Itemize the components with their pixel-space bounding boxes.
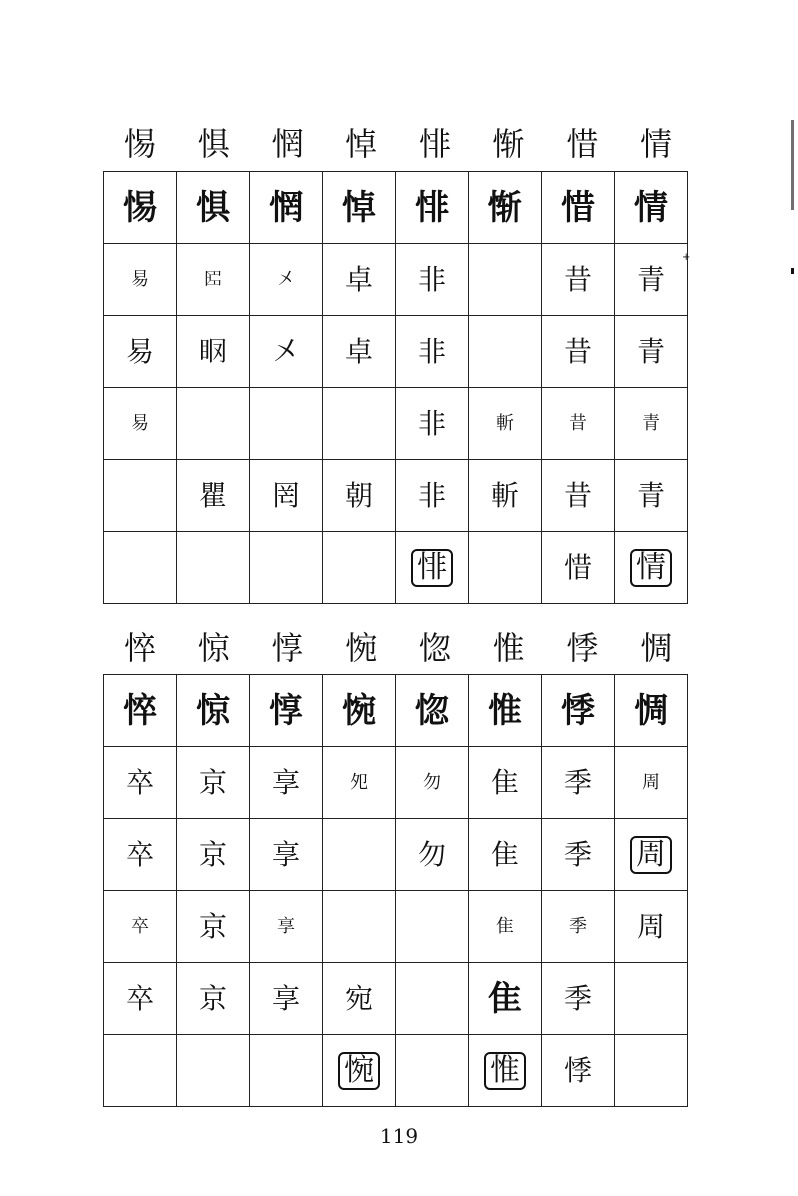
glyph-cell <box>177 388 250 460</box>
bronze-glyph: 隹 <box>490 837 519 871</box>
glyph-cell <box>469 819 542 891</box>
glyph-cell <box>177 532 250 604</box>
glyph-cell <box>323 172 396 244</box>
bronze-glyph: 㐅 <box>271 334 300 368</box>
bamboo-glyph: 京 <box>198 909 227 943</box>
seal-glyph: 惕 <box>123 187 157 228</box>
table-row <box>104 675 688 747</box>
seal-glyph: 惊 <box>196 690 230 731</box>
table-row <box>104 747 688 819</box>
header-char: 悴 <box>123 629 156 667</box>
glyph-cell <box>104 1035 177 1107</box>
glyph-cell <box>104 460 177 532</box>
glyph-cell <box>104 963 177 1035</box>
glyph-cell <box>177 1035 250 1107</box>
glyph-cell <box>396 460 469 532</box>
glyph-cell <box>542 963 615 1035</box>
glyph-cell <box>542 1035 615 1107</box>
clerical-glyph: 享 <box>271 981 300 1015</box>
header-char: 惋 <box>345 629 378 667</box>
page-edge-mark <box>791 120 794 210</box>
table-row <box>104 172 688 244</box>
header-char: 惕 <box>123 125 156 163</box>
seal-glyph: 惘 <box>269 187 303 228</box>
glyph-cell <box>250 460 323 532</box>
glyph-cell <box>469 891 542 963</box>
bamboo-glyph: 非 <box>417 406 446 440</box>
glyph-cell <box>177 675 250 747</box>
bronze-glyph: 𥄞 <box>198 334 227 368</box>
glyph-cell <box>323 1035 396 1107</box>
header-char: 悱 <box>418 125 451 163</box>
oracle-glyph: 𠥓 <box>204 269 222 290</box>
header-char: 惜 <box>566 125 599 163</box>
seal-stamp-glyph: 惋 <box>338 1052 380 1090</box>
glyph-cell <box>104 747 177 819</box>
oracle-glyph: 昔 <box>563 262 592 296</box>
glyph-cell <box>615 891 688 963</box>
glyph-cell <box>396 747 469 819</box>
seal-glyph: 惜 <box>561 187 595 228</box>
bamboo-glyph: 易 <box>131 413 149 434</box>
table-row <box>104 388 688 460</box>
oracle-glyph: 季 <box>563 765 592 799</box>
bronze-glyph: 非 <box>417 334 446 368</box>
glyph-cell <box>542 316 615 388</box>
glyph-cell <box>542 819 615 891</box>
bamboo-glyph: 斬 <box>496 413 514 434</box>
glyph-cell <box>250 316 323 388</box>
glyph-cell <box>250 172 323 244</box>
glyph-cell <box>250 244 323 316</box>
seal-glyph: 惚 <box>415 690 449 731</box>
glyph-cell <box>104 532 177 604</box>
bronze-glyph: 卒 <box>125 837 154 871</box>
oracle-glyph: 京 <box>198 765 227 799</box>
glyph-cell <box>250 963 323 1035</box>
bamboo-glyph: 周 <box>636 909 665 943</box>
glyph-cell <box>615 460 688 532</box>
glyph-cell <box>542 388 615 460</box>
header-char: 悸 <box>566 629 599 667</box>
oracle-glyph: 青 <box>636 262 665 296</box>
oracle-glyph: 周 <box>642 772 660 793</box>
glyph-cell <box>615 819 688 891</box>
glyph-cell <box>104 891 177 963</box>
oracle-glyph: 享 <box>271 765 300 799</box>
glyph-cell <box>323 460 396 532</box>
oracle-glyph: 㐅 <box>277 269 295 290</box>
header-char: 惭 <box>492 125 525 163</box>
bronze-glyph: 享 <box>271 837 300 871</box>
seal-glyph: 惧 <box>196 187 230 228</box>
glyph-cell <box>542 891 615 963</box>
bronze-glyph: 易 <box>125 334 154 368</box>
seal-glyph: 情 <box>634 187 668 228</box>
oracle-glyph: 夗 <box>350 772 368 793</box>
section1-glyph-table <box>103 171 691 604</box>
oracle-glyph: 非 <box>417 262 446 296</box>
glyph-cell <box>615 172 688 244</box>
header-char: 惇 <box>271 629 304 667</box>
glyph-cell <box>396 316 469 388</box>
seal-glyph: 惆 <box>634 690 668 731</box>
glyph-cell <box>469 963 542 1035</box>
glyph-cell <box>542 532 615 604</box>
seal-glyph: 悴 <box>123 690 157 731</box>
clerical-glyph: 宛 <box>344 981 373 1015</box>
glyph-cell <box>104 675 177 747</box>
glyph-cell <box>469 316 542 388</box>
glyph-cell <box>323 747 396 819</box>
glyph-cell <box>469 460 542 532</box>
clerical-glyph: 斬 <box>490 478 519 512</box>
glyph-cell <box>396 388 469 460</box>
header-char: 惟 <box>492 629 525 667</box>
glyph-cell <box>615 388 688 460</box>
header-char: 惆 <box>640 629 673 667</box>
glyph-cell <box>250 532 323 604</box>
glyph-cell <box>177 460 250 532</box>
oracle-glyph: 勿 <box>423 772 441 793</box>
glyph-cell <box>250 819 323 891</box>
glyph-cell <box>250 747 323 819</box>
bronze-glyph: 勿 <box>417 837 446 871</box>
clerical-glyph: 瞿 <box>198 478 227 512</box>
seal-glyph: 悼 <box>342 187 376 228</box>
glyph-cell <box>323 388 396 460</box>
table-row <box>104 963 688 1035</box>
table-row <box>104 244 688 316</box>
glyph-cell <box>469 675 542 747</box>
glyph-cell <box>615 1035 688 1107</box>
glyph-cell <box>469 532 542 604</box>
glyph-cell <box>542 244 615 316</box>
clerical-glyph: 隹 <box>488 978 522 1019</box>
header-char: 惚 <box>418 629 451 667</box>
glyph-cell <box>177 244 250 316</box>
glyph-cell <box>177 963 250 1035</box>
bamboo-glyph: 卒 <box>131 916 149 937</box>
glyph-cell <box>104 244 177 316</box>
glyph-cell <box>615 963 688 1035</box>
seal-glyph: 惟 <box>488 690 522 731</box>
table-row <box>104 1035 688 1107</box>
glyph-cell <box>615 316 688 388</box>
header-char: 情 <box>640 125 673 163</box>
glyph-cell <box>469 172 542 244</box>
section2-header <box>103 628 693 668</box>
header-char: 惧 <box>197 125 230 163</box>
glyph-cell <box>396 819 469 891</box>
page-number: 119 <box>379 1124 419 1148</box>
bamboo-glyph: 青 <box>642 413 660 434</box>
glyph-cell <box>396 532 469 604</box>
glyph-cell <box>396 675 469 747</box>
glyph-cell <box>615 244 691 316</box>
seal-stamp-glyph: 情 <box>630 549 672 587</box>
section2-glyph-table <box>103 674 688 1107</box>
glyph-cell <box>396 172 469 244</box>
header-char: 惘 <box>271 125 304 163</box>
glyph-cell <box>469 244 542 316</box>
glyph-cell <box>542 675 615 747</box>
glyph-cell <box>250 388 323 460</box>
clerical-glyph: 罔 <box>271 478 300 512</box>
glyph-cell <box>323 532 396 604</box>
bamboo-glyph: 隹 <box>496 916 514 937</box>
glyph-cell <box>104 316 177 388</box>
table-row <box>104 891 688 963</box>
glyph-cell <box>469 747 542 819</box>
glyph-cell <box>542 460 615 532</box>
oracle-glyph: 卒 <box>125 765 154 799</box>
clerical-glyph: 季 <box>563 981 592 1015</box>
bamboo-glyph: 季 <box>569 916 587 937</box>
oracle-glyph: 易 <box>131 269 149 290</box>
bronze-glyph: 周 <box>630 836 672 874</box>
table-row <box>104 460 688 532</box>
glyph-cell <box>396 963 469 1035</box>
bronze-glyph: 昔 <box>563 334 592 368</box>
bronze-glyph: 季 <box>563 837 592 871</box>
bronze-glyph: 青 <box>636 334 665 368</box>
glyph-cell <box>615 532 688 604</box>
glyph-cell <box>323 244 396 316</box>
clerical-glyph: 卒 <box>125 981 154 1015</box>
bronze-glyph: 京 <box>198 837 227 871</box>
bamboo-glyph: 享 <box>277 916 295 937</box>
glyph-cell <box>250 1035 323 1107</box>
clerical-glyph: 非 <box>417 478 446 512</box>
glyph-cell <box>323 891 396 963</box>
table-row <box>104 819 688 891</box>
seal-glyph: 悱 <box>415 187 449 228</box>
seal-glyph: 惋 <box>342 690 376 731</box>
seal-glyph: 悸 <box>561 690 595 731</box>
glyph-cell <box>323 316 396 388</box>
glyph-cell <box>250 891 323 963</box>
glyph-cell <box>104 819 177 891</box>
glyph-cell <box>542 747 615 819</box>
glyph-cell <box>323 963 396 1035</box>
glyph-cell <box>615 747 688 819</box>
glyph-cell <box>177 172 250 244</box>
glyph-cell <box>469 1035 542 1107</box>
seal-stamp-glyph: 悱 <box>411 549 453 587</box>
seal-stamp-glyph: 惜 <box>563 550 592 584</box>
section1-header <box>103 124 693 164</box>
table-row <box>104 316 688 388</box>
glyph-cell <box>104 172 177 244</box>
table-row <box>104 532 688 604</box>
glyph-cell <box>396 244 469 316</box>
glyph-cell <box>177 316 250 388</box>
glyph-cell <box>396 891 469 963</box>
glyph-cell <box>177 891 250 963</box>
header-char: 悼 <box>345 125 378 163</box>
clerical-glyph: 朝 <box>344 478 373 512</box>
glyph-cell <box>177 747 250 819</box>
page-edge-mark <box>791 268 794 274</box>
glyph-cell <box>542 172 615 244</box>
seal-glyph: 惇 <box>269 690 303 731</box>
seal-stamp-glyph: 惟 <box>484 1052 526 1090</box>
glyph-cell <box>469 388 542 460</box>
clerical-glyph: 昔 <box>563 478 592 512</box>
clerical-glyph: 京 <box>198 981 227 1015</box>
glyph-cell <box>250 675 323 747</box>
oracle-glyph: 卓 <box>344 262 373 296</box>
bamboo-glyph: 昔 <box>569 413 587 434</box>
seal-glyph: 惭 <box>488 187 522 228</box>
glyph-cell <box>615 675 688 747</box>
glyph-cell <box>177 819 250 891</box>
seal-stamp-glyph: 悸 <box>563 1053 592 1087</box>
header-char: 惊 <box>197 629 230 667</box>
glyph-cell <box>323 675 396 747</box>
glyph-cell <box>104 388 177 460</box>
glyph-cell <box>396 1035 469 1107</box>
oracle-glyph: 隹 <box>490 765 519 799</box>
glyph-cell <box>323 819 396 891</box>
clerical-glyph: 青 <box>636 478 665 512</box>
plus-mark-icon: + <box>682 252 691 263</box>
bronze-glyph: 卓 <box>344 334 373 368</box>
